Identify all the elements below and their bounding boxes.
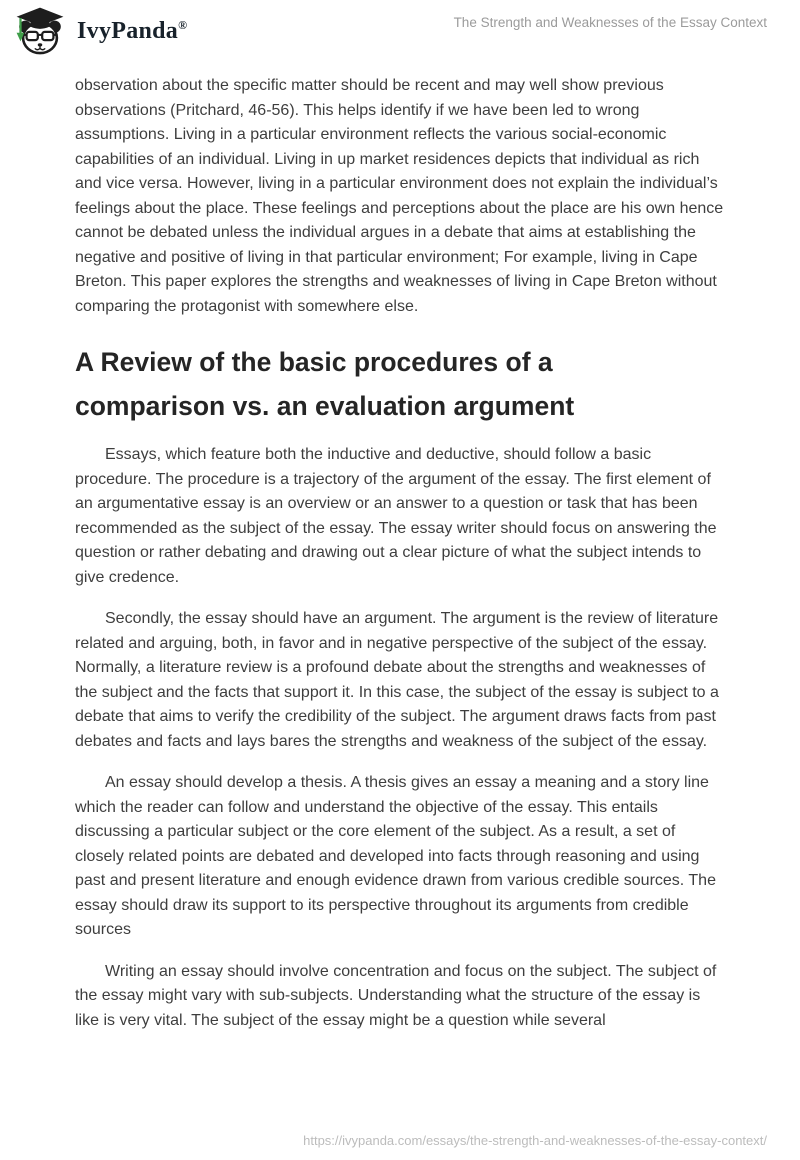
body-paragraph: Writing an essay should involve concentration and focus on the subject. The subject of the essay might vary with sub-subjects. Understanding what the structure of the essay is like is very vital. The subject of the essay might be a question while several xyxy=(75,962,717,1029)
body-paragraph: Essays, which feature both the inductive and deductive, should follow a basic procedure. The procedure is a trajectory of the argument of the essay. The first element of an argumentative essay is an overview or an answer to a question or task that has been recommended as the subject of the essay. The essay writer should focus on answering the question or rather debating and drawing out a clear picture of what the subject intends to give credence. xyxy=(75,446,717,586)
brand-logo xyxy=(14,6,187,56)
intro-paragraph: observation about the specific matter should be recent and may well show previous observations (Pritchard, 46-56). This helps identify if we have been led to wrong assumptions. Living in a particular environment reflects the various social-economic capabilities of an individual. Living in up market residences depicts that individual as rich and vice versa. However, living in a particular environment does not explain the individual’s feelings about the place. These feelings and perceptions about the place are his own hence cannot be debated unless the individual argues in a debate that aims at establishing the negative and positive of living in that particular environment; For example, living in Cape Breton. This paper explores the strengths and weaknesses of living in Cape Breton without comparing the protagonist with somewhere else. xyxy=(75,77,724,315)
page-header xyxy=(0,0,800,64)
section-heading: A Review of the basic procedures of a comparison vs. an evaluation argument xyxy=(75,347,575,421)
article-body xyxy=(75,74,725,1050)
brand-wordmark: IvyPanda® xyxy=(77,17,188,44)
body-paragraph: An essay should develop a thesis. A thesis gives an essay a meaning and a story line which the reader can follow and understand the objective of the essay. This entails discussing a particular subject or the core element of the subject. As a result, a set of closely related points are debated and developed into facts through reasoning and using past and present literature and enough evidence drawn from various credible sources. The essay should draw its support to its perspective throughout its arguments from credible sources xyxy=(75,774,716,938)
body-paragraph: Secondly, the essay should have an argument. The argument is the review of literature related and arguing, both, in favor and in negative perspective of the subject of the essay. Normally, a literature review is a profound debate about the strengths and weaknesses of the subject and the facts that support it. In this case, the subject of the essay is subject to a debate that aims to verify the credibility of the subject. The argument draws facts from past debates and facts and lays bares the strengths and weakness of the subject of the essay. xyxy=(75,610,719,750)
footer-source-url: https://ivypanda.com/essays/the-strength-and-weaknesses-of-the-essay-context/ xyxy=(303,1133,767,1148)
panda-graduate-icon xyxy=(14,6,66,56)
document-title: The Strength and Weaknesses of the Essay Context xyxy=(453,15,767,30)
registered-trademark-mark: ® xyxy=(178,17,188,32)
